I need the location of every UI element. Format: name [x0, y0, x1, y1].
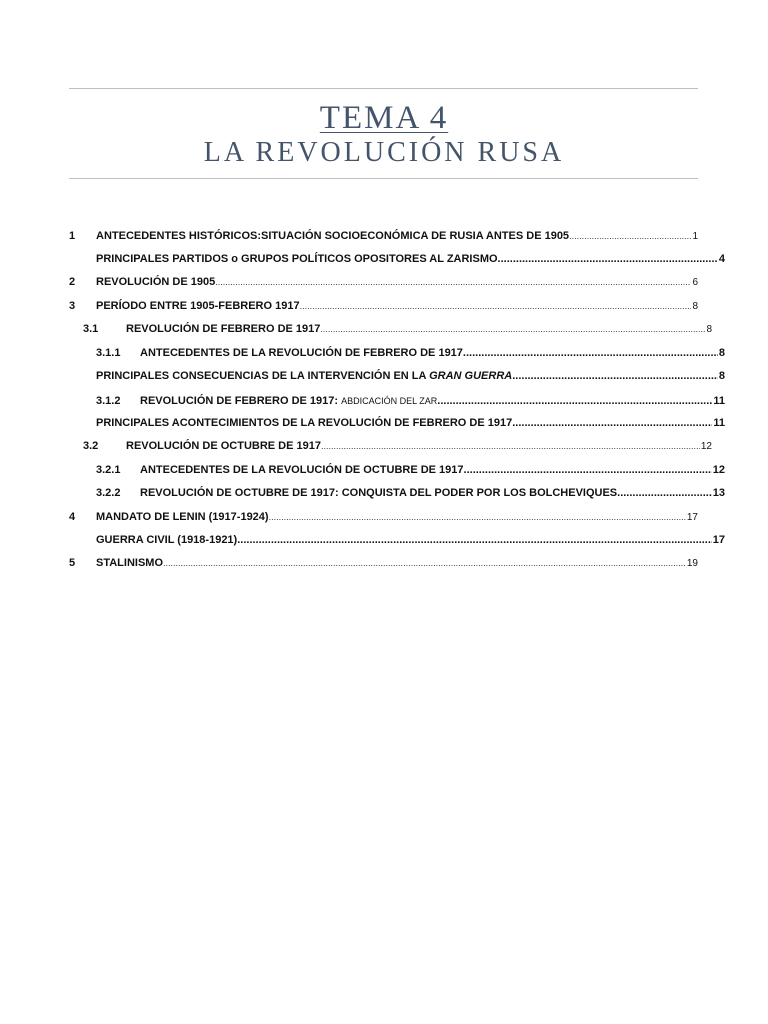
toc-entry-label: REVOLUCIÓN DE 1905	[96, 276, 216, 288]
toc-entry-label: REVOLUCIÓN DE FEBRERO DE 1917	[126, 323, 321, 335]
toc-entry-number: 3.2	[83, 440, 99, 452]
toc-entry-label-small: ABDICACIÓN DEL ZAR	[341, 396, 438, 406]
toc-entry-label-part: REVOLUCIÓN DE FEBRERO DE 1917:	[140, 395, 342, 407]
toc-entry-page: 8	[718, 347, 725, 359]
toc-leader-dots	[464, 460, 712, 480]
toc-entry[interactable]	[69, 249, 725, 269]
toc-entry-page: 4	[718, 253, 725, 265]
toc-entry-page: 11	[713, 417, 725, 429]
toc-entry-number: 3.2.1	[96, 464, 121, 476]
toc-entry-label-italic: GRAN GUERRA	[429, 370, 513, 382]
toc-entry-number: 3.1	[83, 323, 99, 335]
toc-entry[interactable]	[69, 296, 698, 316]
toc-entry-number: 1	[69, 230, 76, 242]
toc-entry-number: 5	[69, 557, 76, 569]
toc-entry[interactable]	[69, 343, 725, 363]
toc-entry[interactable]	[69, 366, 725, 386]
toc-entry-label	[96, 366, 512, 386]
toc-entry-page: 12	[700, 441, 712, 452]
toc-leader-dots	[215, 272, 691, 292]
toc-entry-label	[140, 391, 437, 411]
toc-entry-label: GUERRA CIVIL (1918-1921)	[96, 534, 238, 546]
toc-leader-dots	[237, 530, 712, 550]
toc-entry-label: MANDATO DE LENIN (1917-1924)	[96, 511, 269, 523]
toc-entry-page: 1	[692, 231, 698, 242]
toc-entry-page: 19	[686, 558, 698, 569]
toc-entry-label: REVOLUCIÓN DE OCTUBRE DE 1917	[126, 440, 321, 452]
toc-leader-dots	[512, 413, 712, 433]
top-rule	[69, 88, 698, 89]
document-title-text: TEMA 4	[319, 100, 449, 136]
toc-entry[interactable]	[69, 507, 698, 527]
toc-entry[interactable]	[69, 436, 712, 456]
toc-entry-label: STALINISMO	[96, 557, 164, 569]
toc-entry[interactable]	[69, 413, 725, 433]
bottom-rule	[69, 178, 698, 179]
toc-leader-dots	[617, 483, 712, 503]
toc-entry-page: 6	[692, 277, 698, 288]
toc-leader-dots	[321, 436, 700, 456]
toc-entry-label: ANTECEDENTES DE LA REVOLUCIÓN DE FEBRERO DE 1917	[140, 347, 463, 359]
toc-entry-label-part: PRINCIPALES CONSECUENCIAS DE LA INTERVENCIÓN EN LA	[96, 370, 430, 382]
toc-entry-label: PERÍODO ENTRE 1905-FEBRERO 1917	[96, 300, 300, 312]
toc-leader-dots	[163, 553, 686, 573]
toc-leader-dots	[498, 249, 718, 269]
toc-entry-label: ANTECEDENTES DE LA REVOLUCIÓN DE OCTUBRE DE 1917	[140, 464, 464, 476]
toc-entry-label: PRINCIPALES ACONTECIMIENTOS DE LA REVOLUCIÓN DE FEBRERO DE 1917	[96, 417, 513, 429]
toc-entry-label: ANTECEDENTES HISTÓRICOS:SITUACIÓN SOCIOECONÓMICA DE RUSIA ANTES DE 1905	[96, 230, 570, 242]
toc-leader-dots	[437, 391, 712, 411]
document-subtitle: LA REVOLUCIÓN RUSA	[203, 137, 565, 168]
toc-entry-page: 11	[713, 395, 725, 407]
toc-entry[interactable]	[69, 319, 712, 339]
toc-entry[interactable]	[69, 391, 725, 411]
toc-leader-dots	[269, 507, 686, 527]
toc-leader-dots	[463, 343, 718, 363]
toc-entry-number: 3	[69, 300, 76, 312]
toc-entry-number: 3.1.1	[96, 347, 121, 359]
toc-entry-label: PRINCIPALES PARTIDOS o GRUPOS POLÍTICOS OPOSITORES AL ZARISMO	[96, 253, 498, 265]
toc-entry[interactable]	[69, 553, 698, 573]
toc-entry[interactable]	[69, 460, 725, 480]
toc-entry[interactable]	[69, 483, 725, 503]
toc-leader-dots	[300, 296, 692, 316]
toc-entry-page: 13	[712, 487, 725, 499]
toc-entry-number: 3.1.2	[96, 395, 121, 407]
toc-entry-page: 17	[686, 512, 698, 523]
toc-entry-page: 8	[692, 301, 698, 312]
toc-entry[interactable]	[69, 272, 698, 292]
toc-entry-page: 17	[712, 534, 725, 546]
toc-entry-page: 8	[718, 370, 725, 382]
toc-entry-number: 3.2.2	[96, 487, 121, 499]
toc-entry-number: 4	[69, 511, 76, 523]
toc-leader-dots	[569, 226, 691, 246]
toc-entry-page: 8	[706, 324, 712, 335]
toc-entry-page: 12	[712, 464, 725, 476]
toc-entry[interactable]	[69, 226, 698, 246]
toc-entry-label: REVOLUCIÓN DE OCTUBRE DE 1917: CONQUISTA DEL PODER POR LOS BOLCHEVIQUES	[140, 487, 618, 499]
toc-entry-number: 2	[69, 276, 76, 288]
toc-leader-dots	[320, 319, 705, 339]
document-title	[0, 98, 768, 138]
toc-leader-dots	[512, 366, 718, 386]
toc-entry[interactable]	[69, 530, 725, 550]
